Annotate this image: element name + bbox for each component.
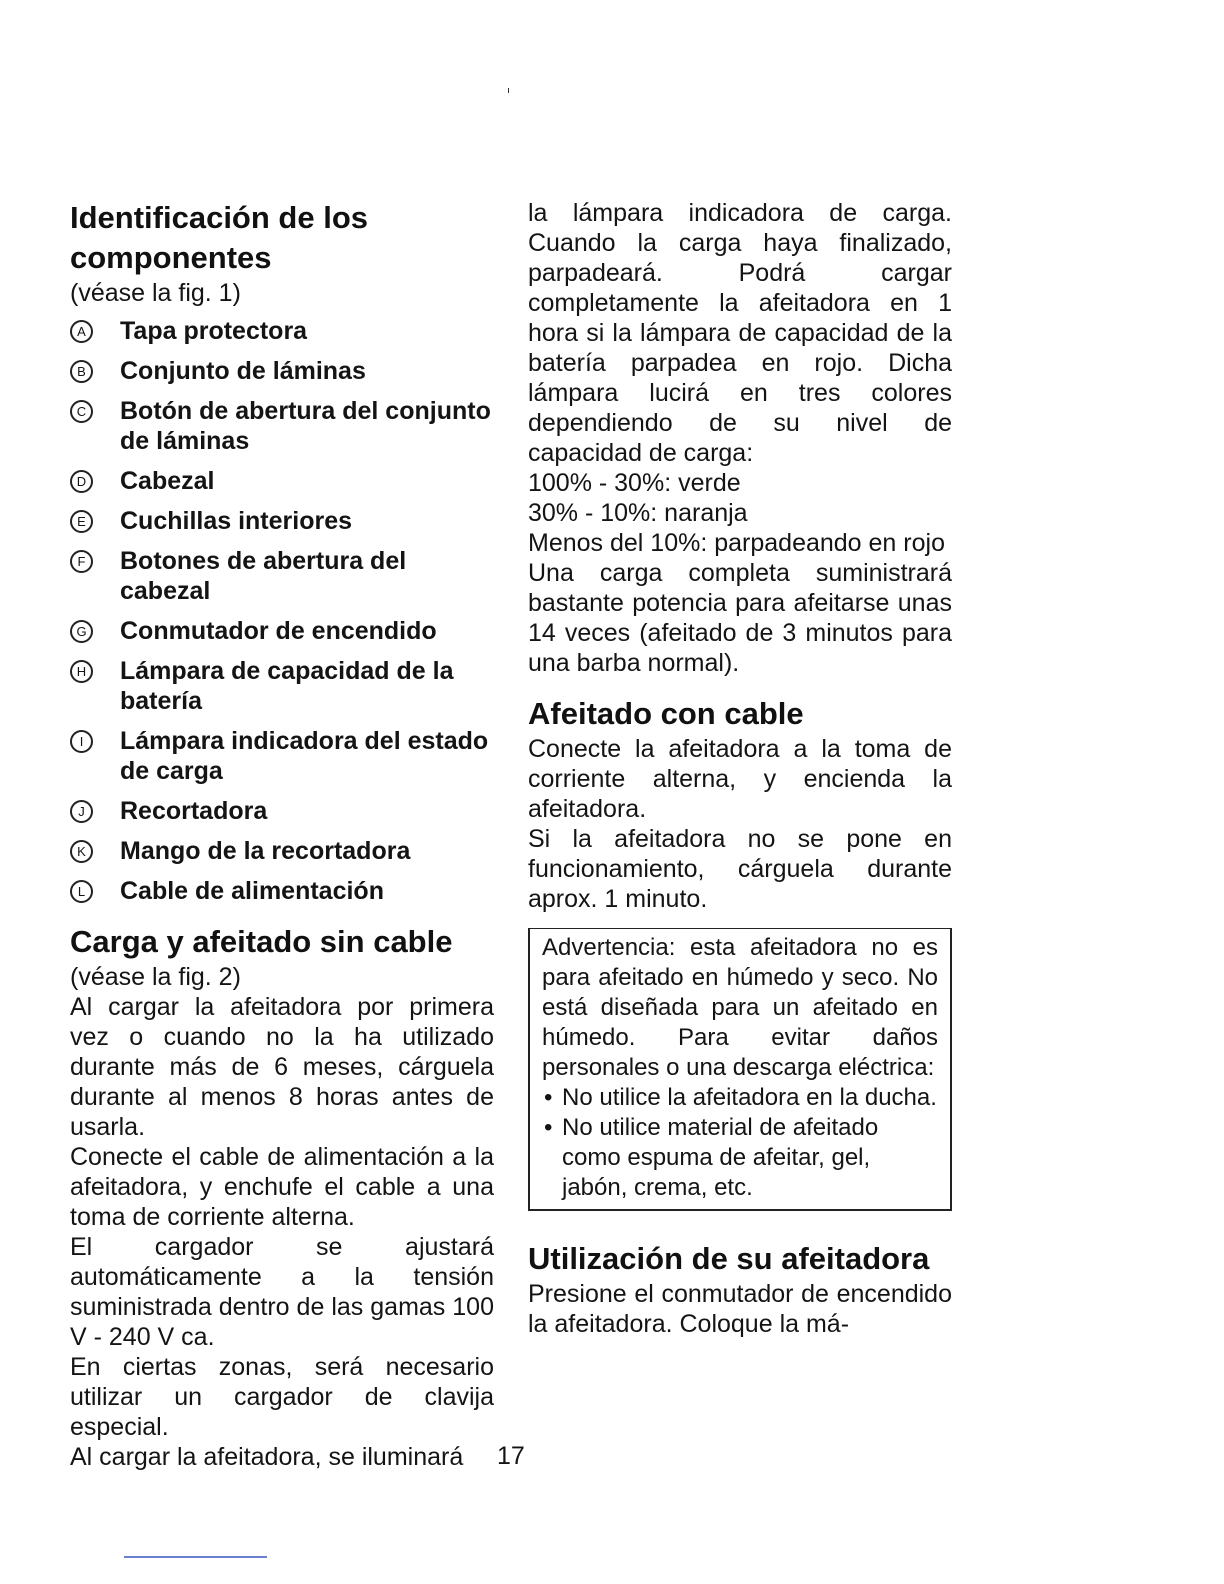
charge-level-green: 100% - 30%: verde [528, 469, 741, 497]
component-label: Botones de abertura del cabezal [120, 547, 407, 605]
component-item [70, 836, 494, 866]
component-item [70, 616, 494, 646]
component-item [70, 316, 494, 346]
cordless-paragraph-4: En ciertas zonas, será necesario utilizar un cargador de clavija especial. [70, 1353, 494, 1441]
footer-rule [124, 1556, 267, 1558]
component-item [70, 396, 494, 456]
cordless-paragraph-2: Conecte el cable de alimentación a la afeitadora, y enchufe el cable a una toma de corriente alterna. [70, 1143, 494, 1231]
components-heading: Identificación de los componentes [70, 200, 368, 275]
warning-bullet: • No utilice la afeitadora en la ducha. [542, 1083, 938, 1113]
component-item [70, 506, 494, 536]
component-label: Conjunto de láminas [120, 357, 366, 385]
component-label: Lámpara de capacidad de la batería [120, 657, 454, 715]
warning-box [528, 928, 952, 1211]
circled-letter-d: D [70, 470, 93, 493]
circled-letter-h: H [70, 660, 93, 683]
right-column [528, 198, 952, 1339]
component-label: Tapa protectora [120, 317, 308, 345]
warning-bullets [542, 1083, 938, 1203]
full-charge-info: Una carga completa suministrará bastante potencia para afeitarse unas 14 veces (afeitado de 3 minutos para una barba normal). [528, 559, 952, 677]
component-item [70, 876, 494, 906]
component-item [70, 796, 494, 826]
component-label: Recortadora [120, 797, 268, 825]
circled-letter-g: G [70, 620, 93, 643]
charge-level-red: Menos del 10%: parpadeando en rojo [528, 529, 945, 557]
cordless-paragraph-1: Al cargar la afeitadora por primera vez o cuando no la ha utilizado durante más de 6 meses, cárguela durante al menos 8 horas antes de usarla. [70, 993, 494, 1141]
circled-letter-f: F [70, 550, 93, 573]
circled-letter-c: C [70, 400, 93, 423]
circled-letter-k: K [70, 840, 93, 863]
components-list [70, 316, 494, 906]
component-label: Cabezal [120, 467, 215, 495]
warning-text: Advertencia: esta afeitadora no es para afeitado en húmedo y seco. No está diseñada para un afeitado en húmedo. Para evitar daños personales o una descarga eléctrica: [542, 934, 938, 1081]
circled-letter-i: I [70, 730, 93, 753]
cordless-continuation: la lámpara indicadora de carga. Cuando la carga haya finalizado, parpadeará. Podrá cargar completamente la afeitadora en 1 hora si la lámpara de capacidad de la batería parpadea en rojo. Dicha lámpara lucirá en tres colores dependiendo de su nivel de capacidad de carga: [528, 199, 952, 467]
page-number: 17 [497, 1442, 525, 1470]
component-label: Lámpara indicadora del estado de carga [120, 727, 489, 785]
usage-heading: Utilización de su afeitadora [528, 1241, 930, 1276]
cordless-heading: Carga y afeitado sin cable [70, 924, 453, 959]
usage-paragraph-1: Presione el conmutador de encendido la afeitadora. Coloque la má- [528, 1280, 952, 1338]
left-column [70, 198, 494, 1472]
circled-letter-a: A [70, 320, 93, 343]
corded-heading: Afeitado con cable [528, 696, 804, 731]
component-label: Conmutador de encendido [120, 617, 437, 645]
component-item [70, 356, 494, 386]
component-label: Mango de la recortadora [120, 837, 411, 865]
component-label: Botón de abertura del conjunto de láminas [120, 397, 491, 455]
cordless-paragraph-5: Al cargar la afeitadora, se iluminará [70, 1443, 464, 1471]
circled-letter-l: L [70, 880, 93, 903]
component-item [70, 656, 494, 716]
component-item [70, 546, 494, 606]
component-item [70, 466, 494, 496]
scan-mark [508, 88, 509, 93]
charge-level-orange: 30% - 10%: naranja [528, 499, 748, 527]
component-item [70, 726, 494, 786]
component-label: Cuchillas interiores [120, 507, 353, 535]
components-figure-ref: (véase la fig. 1) [70, 279, 241, 307]
corded-paragraph-1: Conecte la afeitadora a la toma de corriente alterna, y encienda la afeitadora. [528, 735, 952, 823]
cordless-paragraph-3: El cargador se ajustará automáticamente a la tensión suministrada dentro de las gamas 100 V - 240 V ca. [70, 1233, 494, 1351]
cordless-figure-ref: (véase la fig. 2) [70, 963, 241, 991]
circled-letter-j: J [70, 800, 93, 823]
component-label: Cable de alimentación [120, 877, 384, 905]
circled-letter-e: E [70, 510, 93, 533]
warning-bullet: • No utilice material de afeitado como espuma de afeitar, gel, jabón, crema, etc. [542, 1113, 938, 1203]
circled-letter-b: B [70, 360, 93, 383]
corded-paragraph-2: Si la afeitadora no se pone en funcionamiento, cárguela durante aprox. 1 minuto. [528, 825, 952, 913]
